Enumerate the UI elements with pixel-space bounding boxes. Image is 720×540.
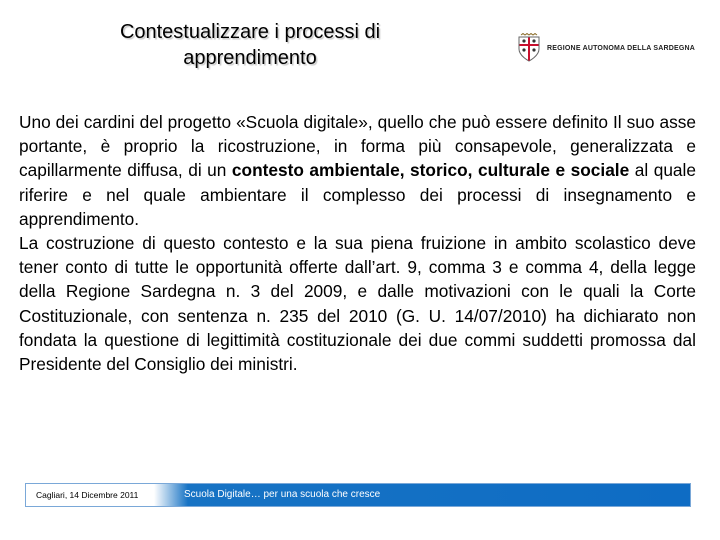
region-logo-text: REGIONE AUTONOMA DELLA SARDEGNA bbox=[547, 44, 696, 52]
sardinia-crest-icon bbox=[516, 33, 542, 63]
region-logo bbox=[516, 33, 695, 63]
footer-date: Cagliari, 14 Dicembre 2011 bbox=[36, 490, 139, 500]
paragraph-1 bbox=[19, 110, 696, 231]
paragraph-1-intro: Uno dei cardini del progetto «Scuola digitale», quello che può essere definito Il suo asse portante, è proprio la ricostruzione, in forma più consapevole, generalizzata e capillarmente diffusa, di un bbox=[19, 112, 696, 181]
footer-bar bbox=[25, 483, 691, 507]
paragraph-2: La costruzione di questo contesto e la sua piena fruizione in ambito scolastico deve tener conto di tutte le opportunità offerte dall’art. 9, comma 3 e comma 4, della legge della Regione Sardegna n. 3 del 2009, e dalle motivazioni con le quali la Corte Costituzionale, con sentenza n. 235 del 2010 (G. U. 14/07/2010) ha dichiarato non fondata la questione di legittimità costituzionale dei due commi suddetti promossa dal Presidente del Consiglio dei ministri. bbox=[19, 233, 696, 375]
slide-body bbox=[19, 110, 696, 376]
paragraph-1-emphasis: contesto ambientale, storico, culturale e sociale bbox=[231, 160, 630, 181]
footer-tagline: Scuola Digitale… per una scuola che cresce bbox=[184, 489, 381, 500]
paragraph-1-rest: al quale riferire e nel quale ambientare il complesso dei processi di insegnamento e apprendimento. bbox=[19, 160, 696, 229]
slide-title: Contestualizzare i processi di apprendimento bbox=[119, 21, 381, 69]
